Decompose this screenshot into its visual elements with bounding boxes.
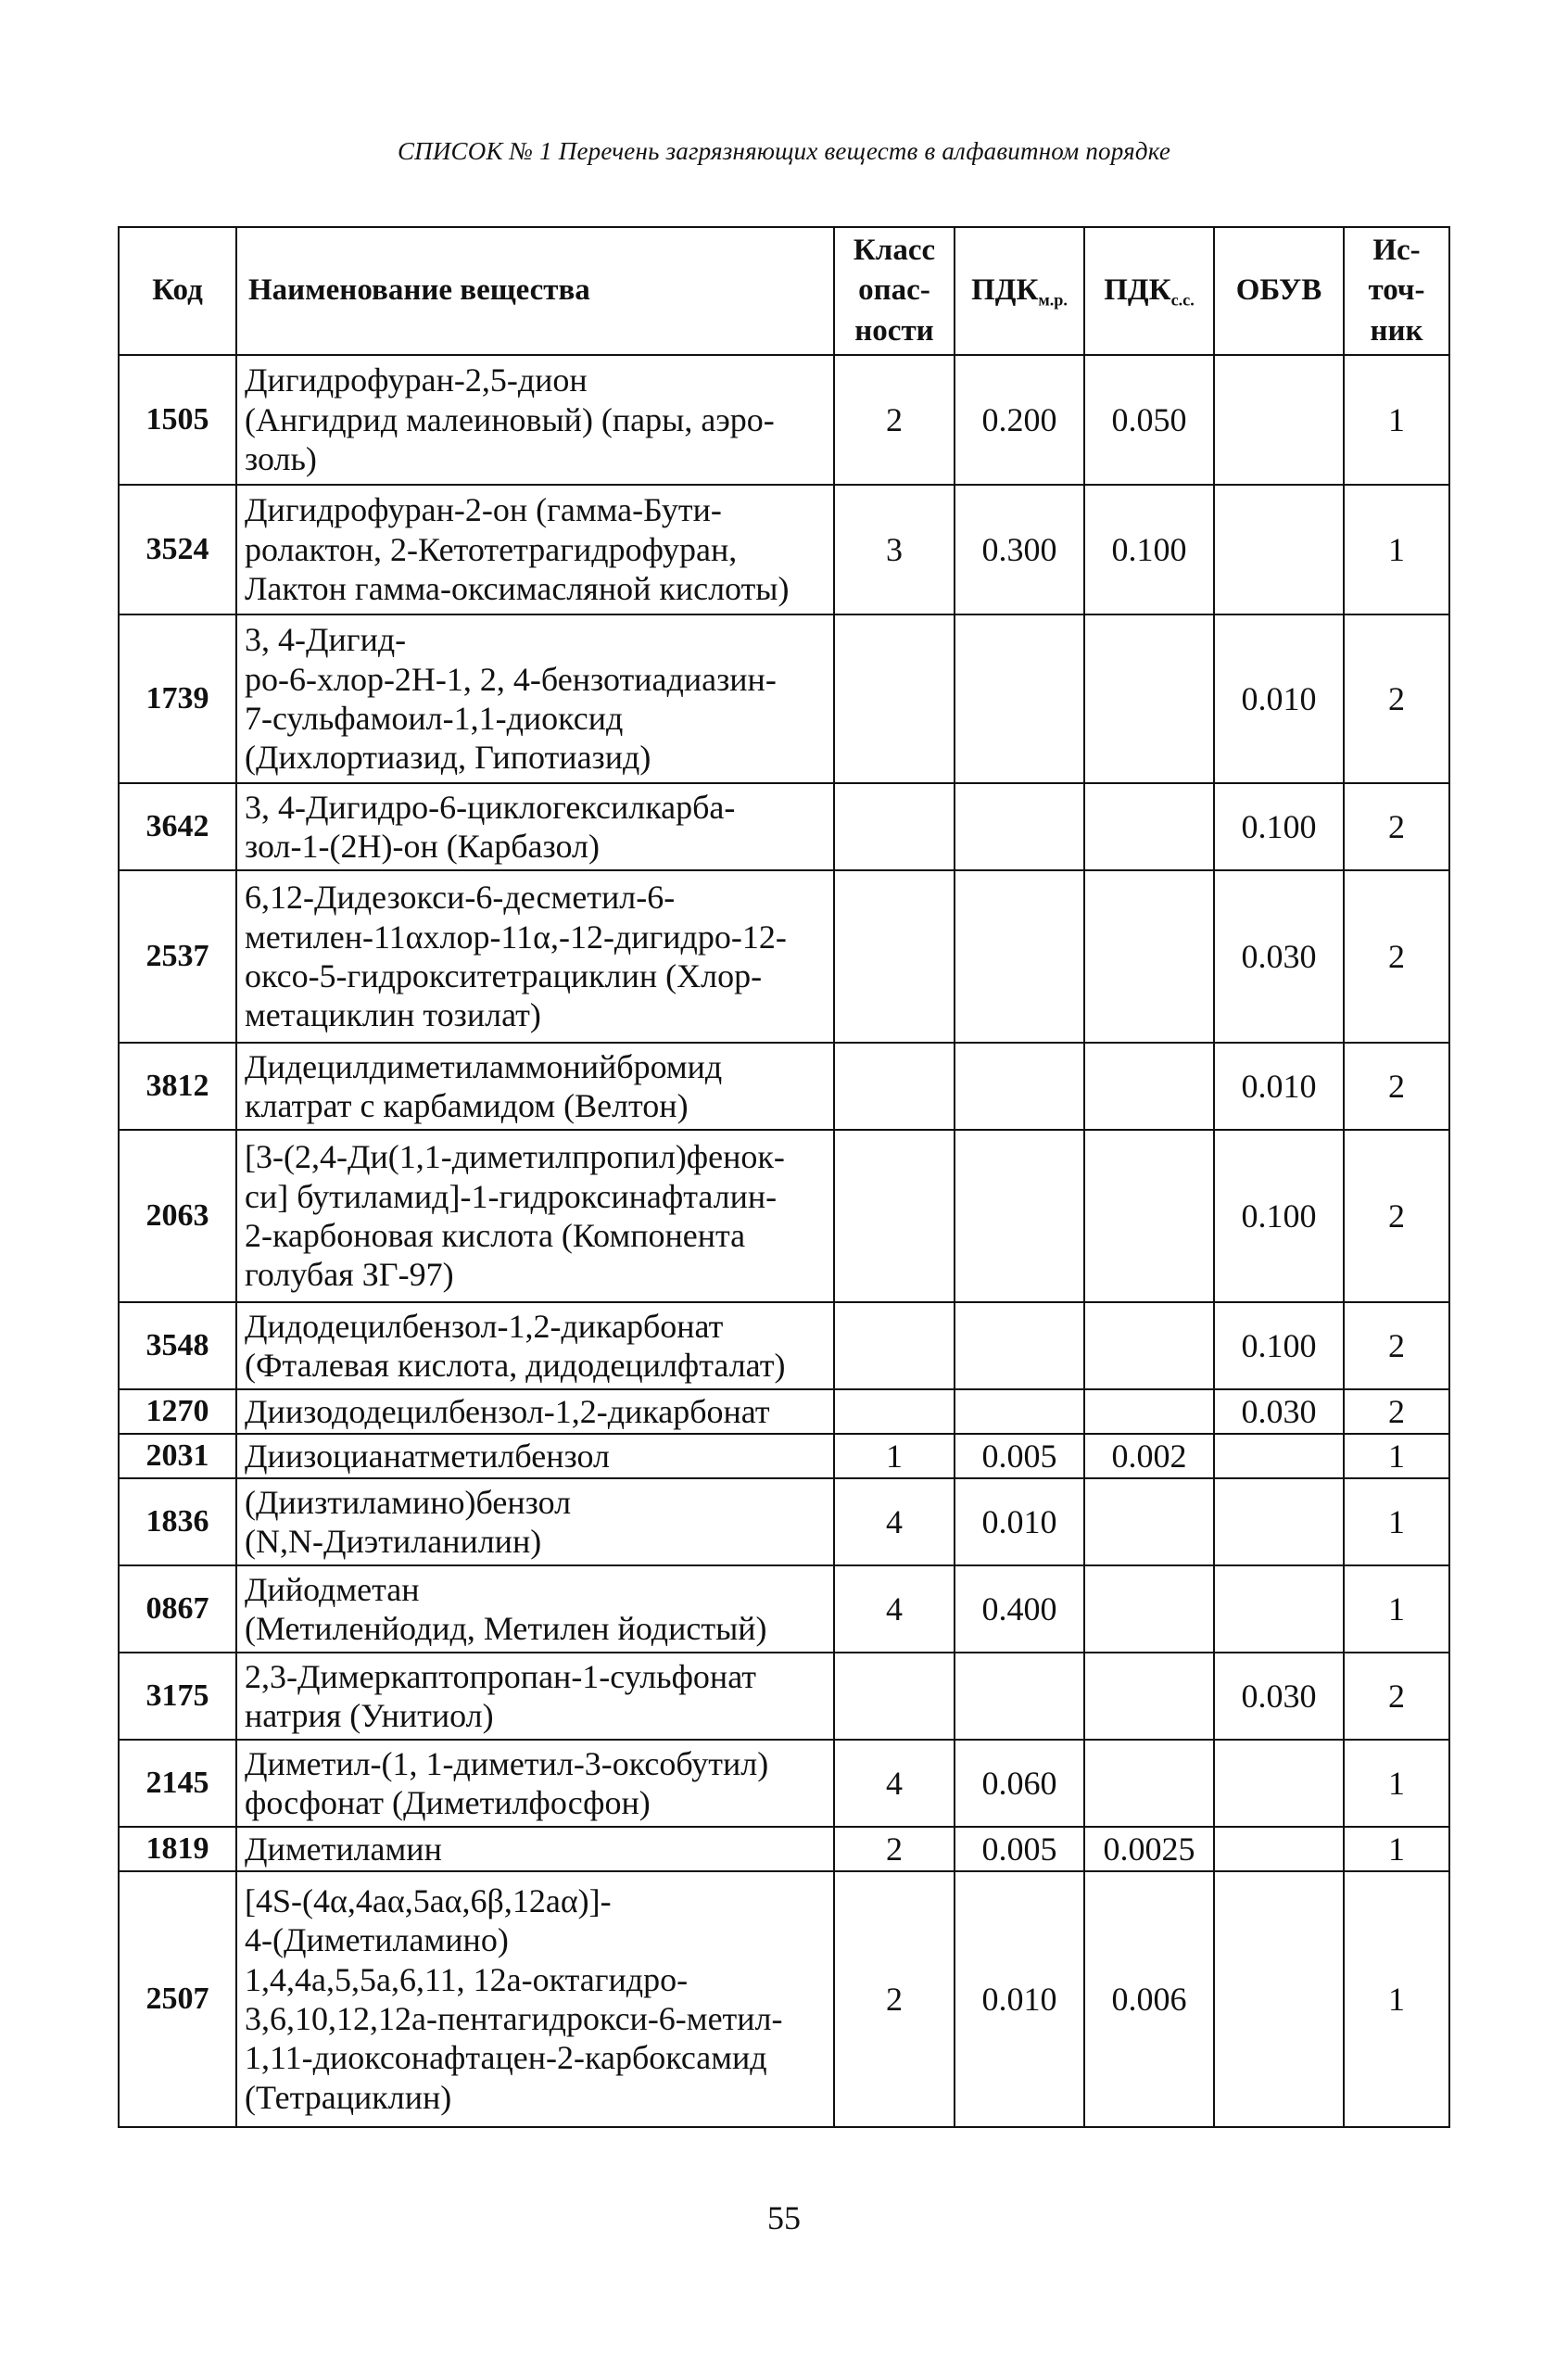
column-header-hazard-class [834, 227, 955, 355]
row-pdk-ss [1084, 1043, 1214, 1130]
row-source: 2 [1344, 870, 1449, 1043]
row-code: 1739 [119, 614, 236, 783]
row-hazard-class [834, 1302, 955, 1389]
row-hazard-class: 1 [834, 1434, 955, 1478]
row-source: 2 [1344, 614, 1449, 783]
pdk-ss-subscript: с.с. [1170, 290, 1195, 310]
row-pdk-mr [955, 870, 1084, 1043]
row-obuv: 0.030 [1214, 870, 1344, 1043]
row-substance-name: [3-(2,4-Ди(1,1-диметилпропил)фенок- си] бутиламид]-1-гидроксинафталин- 2-карбоновая кислота (Компонента голубая ЗГ-97) [236, 1130, 834, 1302]
row-obuv [1214, 1871, 1344, 2127]
row-pdk-ss: 0.0025 [1084, 1827, 1214, 1871]
row-hazard-class [834, 1389, 955, 1434]
row-substance-name: [4S-(4α,4aα,5aα,6β,12aα)]- 4-(Диметиламино) 1,4,4a,5,5a,6,11, 12a-октагидро- 3,6,10,12,12a-пентагидрокси-6-метил- 1,11-диоксонафтацен-2-карбоксамид (Тетрациклин) [236, 1871, 834, 2127]
row-obuv [1214, 1434, 1344, 1478]
table-row [119, 1827, 1449, 1871]
row-hazard-class [834, 1653, 955, 1740]
hazard-class-label: Класс опас- ности [853, 233, 936, 348]
row-pdk-ss: 0.006 [1084, 1871, 1214, 2127]
row-hazard-class: 2 [834, 1827, 955, 1871]
row-obuv [1214, 1740, 1344, 1827]
row-pdk-ss [1084, 1653, 1214, 1740]
row-source: 2 [1344, 783, 1449, 870]
row-hazard-class: 4 [834, 1565, 955, 1653]
row-code: 1819 [119, 1827, 236, 1871]
row-pdk-mr: 0.200 [955, 355, 1084, 485]
row-code: 2537 [119, 870, 236, 1043]
pollutants-table [118, 226, 1450, 2128]
row-code: 1270 [119, 1389, 236, 1434]
row-substance-name: Диизоцианатметилбензол [236, 1434, 834, 1478]
row-obuv [1214, 1478, 1344, 1565]
row-pdk-mr [955, 783, 1084, 870]
row-hazard-class [834, 1043, 955, 1130]
row-pdk-ss [1084, 1389, 1214, 1434]
row-hazard-class [834, 870, 955, 1043]
row-code: 1836 [119, 1478, 236, 1565]
row-substance-name: Дийодметан (Метиленйодид, Метилен йодистый) [236, 1565, 834, 1653]
page-number: 55 [767, 2199, 801, 2236]
row-pdk-ss [1084, 614, 1214, 783]
table-row [119, 1434, 1449, 1478]
row-hazard-class: 4 [834, 1740, 955, 1827]
row-source: 1 [1344, 485, 1449, 614]
row-substance-name: Дидецилдиметиламмонийбромид клатрат с карбамидом (Велтон) [236, 1043, 834, 1130]
row-substance-name: Диметил-(1, 1-диметил-3-оксобутил) фосфонат (Диметилфосфон) [236, 1740, 834, 1827]
row-hazard-class [834, 614, 955, 783]
row-obuv: 0.010 [1214, 1043, 1344, 1130]
column-header-name: Наименование вещества [236, 227, 834, 355]
table-row [119, 1389, 1449, 1434]
row-hazard-class: 2 [834, 1871, 955, 2127]
table-row [119, 1043, 1449, 1130]
row-pdk-ss [1084, 1478, 1214, 1565]
row-source: 1 [1344, 1565, 1449, 1653]
row-pdk-ss [1084, 1302, 1214, 1389]
row-source: 1 [1344, 355, 1449, 485]
pdk-ss-label: ПДК [1104, 272, 1171, 307]
row-substance-name: Дидодецилбензол-1,2-дикарбонат (Фталевая кислота, дидодецилфталат) [236, 1302, 834, 1389]
row-source: 2 [1344, 1389, 1449, 1434]
row-code: 3812 [119, 1043, 236, 1130]
row-pdk-ss [1084, 870, 1214, 1043]
row-pdk-ss: 0.002 [1084, 1434, 1214, 1478]
row-substance-name: 6,12-Дидезокси-6-десметил-6- метилен-11αхлор-11α,-12-дигидро-12- оксо-5-гидрокситетрациклин (Хлор- метациклин тозилат) [236, 870, 834, 1043]
row-pdk-mr [955, 1043, 1084, 1130]
row-substance-name: (Диизтиламино)бензол (N,N-Диэтиланилин) [236, 1478, 834, 1565]
row-pdk-ss [1084, 1130, 1214, 1302]
row-source: 1 [1344, 1827, 1449, 1871]
table-row [119, 1478, 1449, 1565]
page-title: СПИСОК № 1 Перечень загрязняющих веществ в алфавитном порядке [397, 137, 1171, 165]
row-pdk-ss: 0.100 [1084, 485, 1214, 614]
pdk-mr-subscript: м.р. [1038, 290, 1068, 310]
row-code: 1505 [119, 355, 236, 485]
row-pdk-ss [1084, 783, 1214, 870]
row-code: 3548 [119, 1302, 236, 1389]
row-pdk-mr: 0.300 [955, 485, 1084, 614]
row-source: 2 [1344, 1043, 1449, 1130]
column-header-pdk-ss [1084, 227, 1214, 355]
row-source: 2 [1344, 1302, 1449, 1389]
row-pdk-mr [955, 614, 1084, 783]
row-pdk-ss [1084, 1740, 1214, 1827]
column-header-source [1344, 227, 1449, 355]
row-code: 0867 [119, 1565, 236, 1653]
table-row [119, 355, 1449, 485]
row-code: 2031 [119, 1434, 236, 1478]
table-header-row [119, 227, 1449, 355]
row-source: 2 [1344, 1130, 1449, 1302]
table-row [119, 783, 1449, 870]
table-row [119, 485, 1449, 614]
row-obuv: 0.030 [1214, 1389, 1344, 1434]
row-hazard-class [834, 783, 955, 870]
row-code: 2145 [119, 1740, 236, 1827]
row-code: 2063 [119, 1130, 236, 1302]
row-obuv: 0.100 [1214, 783, 1344, 870]
row-obuv: 0.010 [1214, 614, 1344, 783]
table-row [119, 1302, 1449, 1389]
row-substance-name: Диизододецилбензол-1,2-дикарбонат [236, 1389, 834, 1434]
row-pdk-mr [955, 1389, 1084, 1434]
table-row [119, 1130, 1449, 1302]
row-code: 3642 [119, 783, 236, 870]
table-row [119, 1871, 1449, 2127]
row-pdk-mr [955, 1302, 1084, 1389]
row-hazard-class: 3 [834, 485, 955, 614]
row-obuv: 0.100 [1214, 1130, 1344, 1302]
row-hazard-class [834, 1130, 955, 1302]
row-obuv [1214, 355, 1344, 485]
column-header-code: Код [119, 227, 236, 355]
row-hazard-class: 4 [834, 1478, 955, 1565]
row-code: 2507 [119, 1871, 236, 2127]
row-substance-name: 3, 4-Дигидро-6-циклогексилкарба- зол-1-(2Н)-он (Карбазол) [236, 783, 834, 870]
pdk-mr-label: ПДК [971, 272, 1039, 307]
row-substance-name: Дигидрофуран-2-он (гамма-Бути- ролактон, 2-Кетотетрагидрофуран, Лактон гамма-оксимасляной кислоты) [236, 485, 834, 614]
row-pdk-mr [955, 1653, 1084, 1740]
row-source: 1 [1344, 1871, 1449, 2127]
row-pdk-mr: 0.010 [955, 1478, 1084, 1565]
column-header-pdk-mr [955, 227, 1084, 355]
row-pdk-mr: 0.060 [955, 1740, 1084, 1827]
table-row [119, 614, 1449, 783]
row-source: 1 [1344, 1478, 1449, 1565]
row-obuv: 0.100 [1214, 1302, 1344, 1389]
row-pdk-mr: 0.005 [955, 1827, 1084, 1871]
column-header-obuv: ОБУВ [1214, 227, 1344, 355]
row-pdk-ss: 0.050 [1084, 355, 1214, 485]
table-row [119, 1740, 1449, 1827]
row-source: 1 [1344, 1434, 1449, 1478]
source-label: Ис- точ- ник [1368, 233, 1425, 348]
row-pdk-mr: 0.400 [955, 1565, 1084, 1653]
row-substance-name: 2,3-Димеркаптопропан-1-сульфонат натрия (Унитиол) [236, 1653, 834, 1740]
table-row [119, 1565, 1449, 1653]
row-code: 3175 [119, 1653, 236, 1740]
table-row [119, 1653, 1449, 1740]
row-source: 2 [1344, 1653, 1449, 1740]
row-code: 3524 [119, 485, 236, 614]
row-pdk-mr: 0.005 [955, 1434, 1084, 1478]
row-obuv [1214, 485, 1344, 614]
row-obuv: 0.030 [1214, 1653, 1344, 1740]
row-obuv [1214, 1827, 1344, 1871]
row-substance-name: 3, 4-Дигид- ро-6-хлор-2Н-1, 2, 4-бензотиадиазин- 7-сульфамоил-1,1-диоксид (Дихлортиазид, Гипотиазид) [236, 614, 834, 783]
table-body [119, 355, 1449, 2127]
row-pdk-ss [1084, 1565, 1214, 1653]
row-substance-name: Диметиламин [236, 1827, 834, 1871]
row-pdk-mr [955, 1130, 1084, 1302]
row-obuv [1214, 1565, 1344, 1653]
row-pdk-mr: 0.010 [955, 1871, 1084, 2127]
row-substance-name: Дигидрофуран-2,5-дион (Ангидрид малеиновый) (пары, аэро- золь) [236, 355, 834, 485]
row-source: 1 [1344, 1740, 1449, 1827]
table-row [119, 870, 1449, 1043]
row-hazard-class: 2 [834, 355, 955, 485]
